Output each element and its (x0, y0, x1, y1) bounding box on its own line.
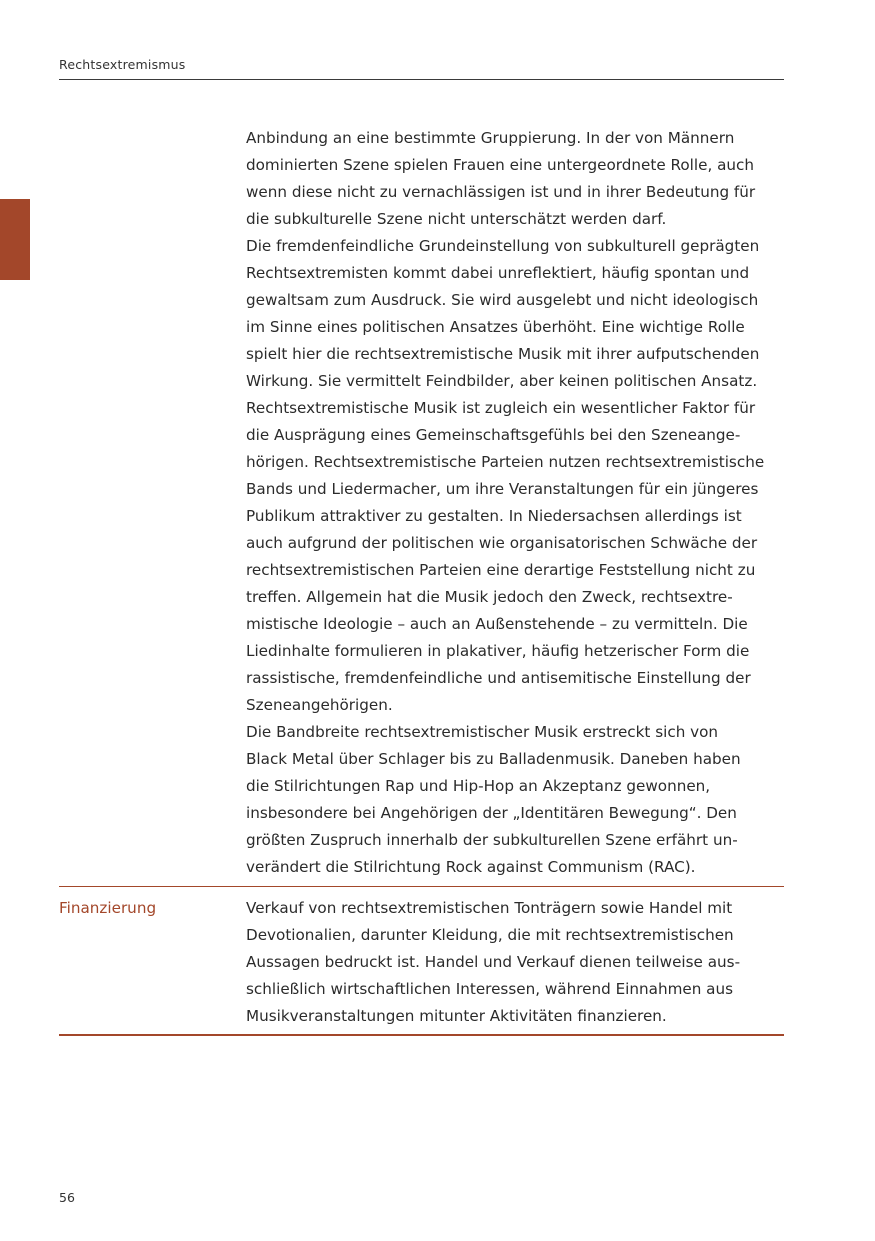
text-line: die Stilrichtungen Rap und Hip-Hop an Akzeptanz gewonnen, (246, 777, 711, 795)
text-line: rechtsextremistischen Parteien eine derartige Feststellung nicht zu (246, 561, 756, 579)
text-line: Devotionalien, darunter Kleidung, die mit rechtsextremistischen (246, 926, 734, 944)
chapter-side-tab (0, 199, 30, 280)
text-line: Musikveranstaltungen mitunter Aktivitäten finanzieren. (246, 1007, 667, 1025)
text-line: wenn diese nicht zu vernachlässigen ist und in ihrer Bedeutung für (246, 183, 756, 201)
text-line: gewaltsam zum Ausdruck. Sie wird ausgelebt und nicht ideologisch (246, 291, 759, 309)
text-line: insbesondere bei Angehörigen der „Identitären Bewegung“. Den (246, 804, 737, 822)
table-row-divider (59, 886, 784, 887)
paragraph-2 (246, 233, 781, 719)
text-line: verändert die Stilrichtung Rock against Communism (RAC). (246, 858, 696, 876)
text-line: größten Zuspruch innerhalb der subkulturellen Szene erfährt un- (246, 831, 738, 849)
text-line: hörigen. Rechtsextremistische Parteien nutzen rechtsextremistische (246, 453, 765, 471)
text-line: Wirkung. Sie vermittelt Feindbilder, aber keinen politischen Ansatz. (246, 372, 758, 390)
text-line: die subkulturelle Szene nicht unterschätzt werden darf. (246, 210, 667, 228)
text-line: auch aufgrund der politischen wie organisatorischen Schwäche der (246, 534, 758, 552)
financing-label: Finanzierung (59, 899, 157, 917)
text-line: Die fremdenfeindliche Grundeinstellung von subkulturell geprägten (246, 237, 760, 255)
text-line: treffen. Allgemein hat die Musik jedoch den Zweck, rechtsextre- (246, 588, 733, 606)
page-number: 56 (59, 1190, 75, 1205)
text-line: Black Metal über Schlager bis zu Balladenmusik. Daneben haben (246, 750, 741, 768)
text-line: die Ausprägung eines Gemeinschaftsgefühls bei den Szeneange- (246, 426, 741, 444)
running-header-title: Rechtsextremismus (59, 57, 186, 72)
text-line: schließlich wirtschaftlichen Interessen, während Einnahmen aus (246, 980, 734, 998)
header-divider (59, 79, 784, 80)
text-line: Publikum attraktiver zu gestalten. In Niedersachsen allerdings ist (246, 507, 742, 525)
text-line: Rechtsextremisten kommt dabei unreflektiert, häufig spontan und (246, 264, 750, 282)
text-line: spielt hier die rechtsextremistische Musik mit ihrer aufputschenden (246, 345, 760, 363)
paragraph-1 (246, 125, 781, 233)
text-line: mistische Ideologie – auch an Außenstehende – zu vermitteln. Die (246, 615, 748, 633)
text-line: Verkauf von rechtsextremistischen Tonträgern sowie Handel mit (246, 899, 733, 917)
text-line: Anbindung an eine bestimmte Gruppierung. In der von Männern (246, 129, 735, 147)
text-line: im Sinne eines politischen Ansatzes überhöht. Eine wichtige Rolle (246, 318, 745, 336)
paragraph-3 (246, 719, 781, 881)
text-line: Liedinhalte formulieren in plakativer, häufig hetzerischer Form die (246, 642, 750, 660)
text-line: dominierten Szene spielen Frauen eine untergeordnete Rolle, auch (246, 156, 755, 174)
text-line: rassistische, fremdenfeindliche und antisemitische Einstellung der (246, 669, 751, 687)
text-line: Aussagen bedruckt ist. Handel und Verkauf dienen teilweise aus- (246, 953, 741, 971)
financing-text (246, 895, 781, 1030)
text-line: Szeneangehörigen. (246, 696, 393, 714)
text-line: Rechtsextremistische Musik ist zugleich ein wesentlicher Faktor für (246, 399, 756, 417)
text-line: Die Bandbreite rechtsextremistischer Musik erstreckt sich von (246, 723, 719, 741)
table-bottom-divider (59, 1034, 784, 1036)
text-line: Bands und Liedermacher, um ihre Veranstaltungen für ein jüngeres (246, 480, 759, 498)
